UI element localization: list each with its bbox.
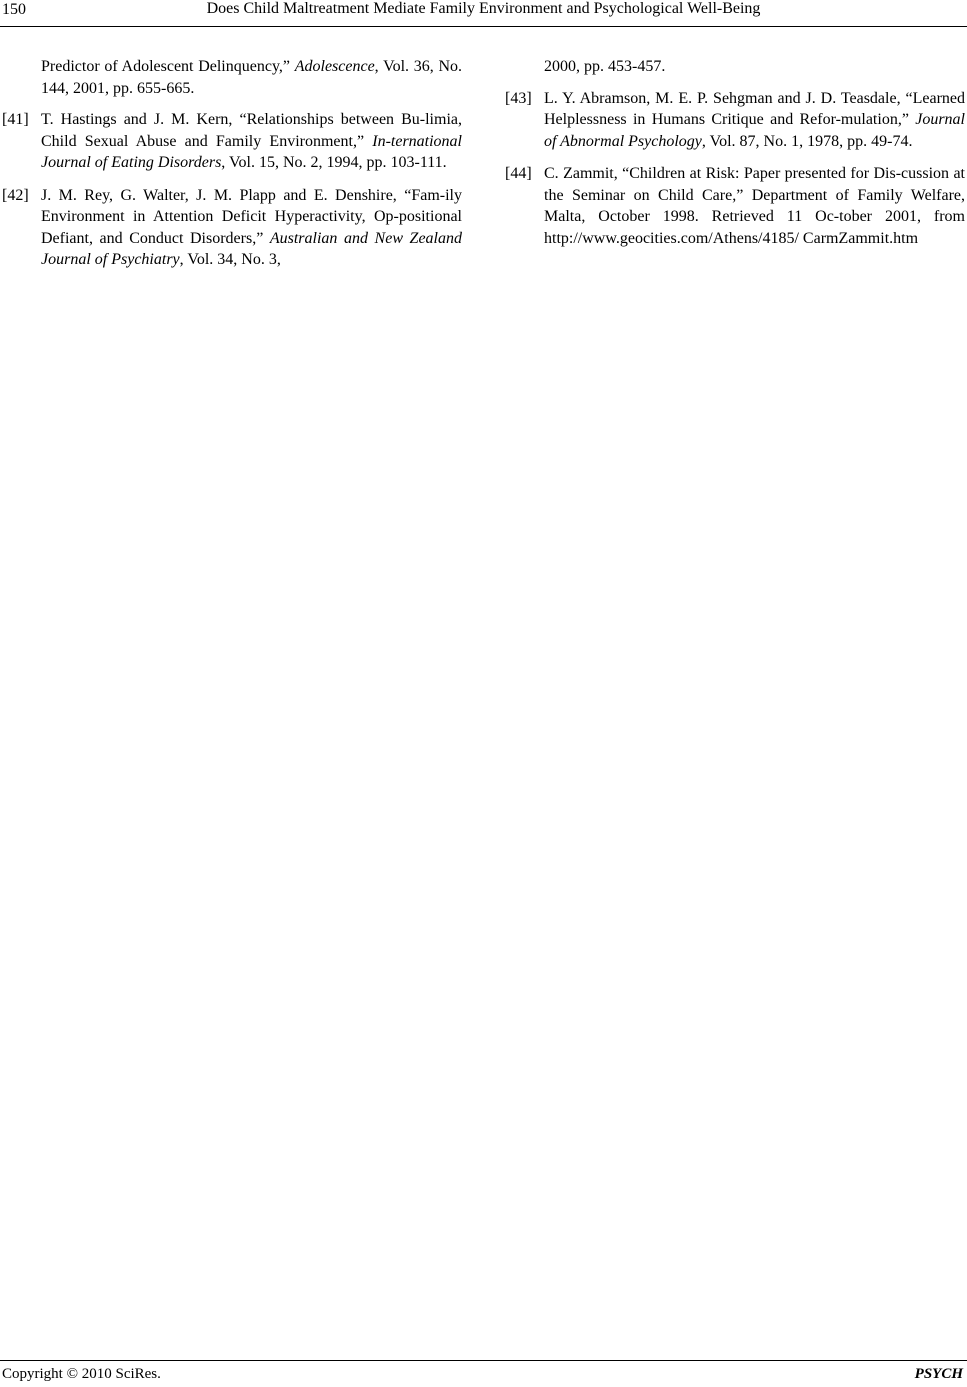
reference-42	[2, 185, 462, 271]
reference-body	[41, 111, 462, 171]
running-title: Does Child Maltreatment Mediate Family Environment and Psychological Well-Being	[206, 0, 761, 17]
reference-journal: Adolescence	[294, 58, 375, 75]
reference-body	[41, 187, 462, 269]
reference-body	[544, 90, 965, 150]
journal-name: PSYCH	[914, 1366, 963, 1382]
page-header	[0, 0, 967, 27]
reference-text: J. M. Rey, G. Walter, J. M. Plapp and E. Denshire, “Fam-ily Environment in Attention Deficit Hyperactivity, Op-positional Defiant, and Conduct Disorders,”	[41, 186, 462, 247]
reference-41	[2, 109, 462, 174]
reference-continuation	[2, 56, 462, 99]
reference-text: L. Y. Abramson, M. E. P. Sehgman and J. D. Teasdale, “Learned Helplessness in Humans Critique and Refor-mulation,”	[544, 89, 965, 128]
reference-journal: Australian and New Zealand Journal of Psychiatry	[41, 229, 462, 268]
reference-43	[505, 88, 965, 153]
page-footer	[0, 1360, 967, 1387]
page-number: 150	[2, 1, 26, 18]
reference-text: , Vol. 15, No. 2, 1994, pp. 103-111.	[221, 154, 447, 171]
right-column	[505, 56, 965, 257]
reference-journal: Journal of Abnormal Psychology	[544, 111, 965, 150]
reference-text: , Vol. 36, No. 144, 2001, pp. 655-665.	[41, 58, 462, 97]
reference-44	[505, 163, 965, 249]
left-column	[2, 56, 462, 279]
reference-number: [44]	[505, 165, 532, 182]
copyright-notice: Copyright © 2010 SciRes.	[2, 1366, 161, 1382]
reference-number: [41]	[2, 111, 29, 128]
reference-text: , Vol. 34, No. 3,	[179, 251, 281, 268]
reference-text: , Vol. 87, No. 1, 1978, pp. 49-74.	[701, 132, 913, 150]
reference-number: [42]	[2, 186, 29, 204]
reference-journal: In-ternational Journal of Eating Disorders	[41, 132, 462, 171]
reference-number: [43]	[505, 89, 532, 107]
reference-text: Predictor of Adolescent Delinquency,”	[41, 58, 295, 75]
reference-continuation	[505, 56, 965, 78]
reference-text: T. Hastings and J. M. Kern, “Relationships between Bu-limia, Child Sexual Abuse and Family Environment,”	[41, 111, 462, 150]
reference-text: C. Zammit, “Children at Risk: Paper presented for Dis-cussion at the Seminar on Child Care,” Department of Family Welfare, Malta, October 1998. Retrieved 11 Oc-tober 2001, from http://www.geocities.com/Athens/4185/ CarmZammit.htm	[544, 165, 965, 247]
reference-text: 2000, pp. 453-457.	[544, 58, 666, 75]
reference-body	[41, 58, 462, 97]
